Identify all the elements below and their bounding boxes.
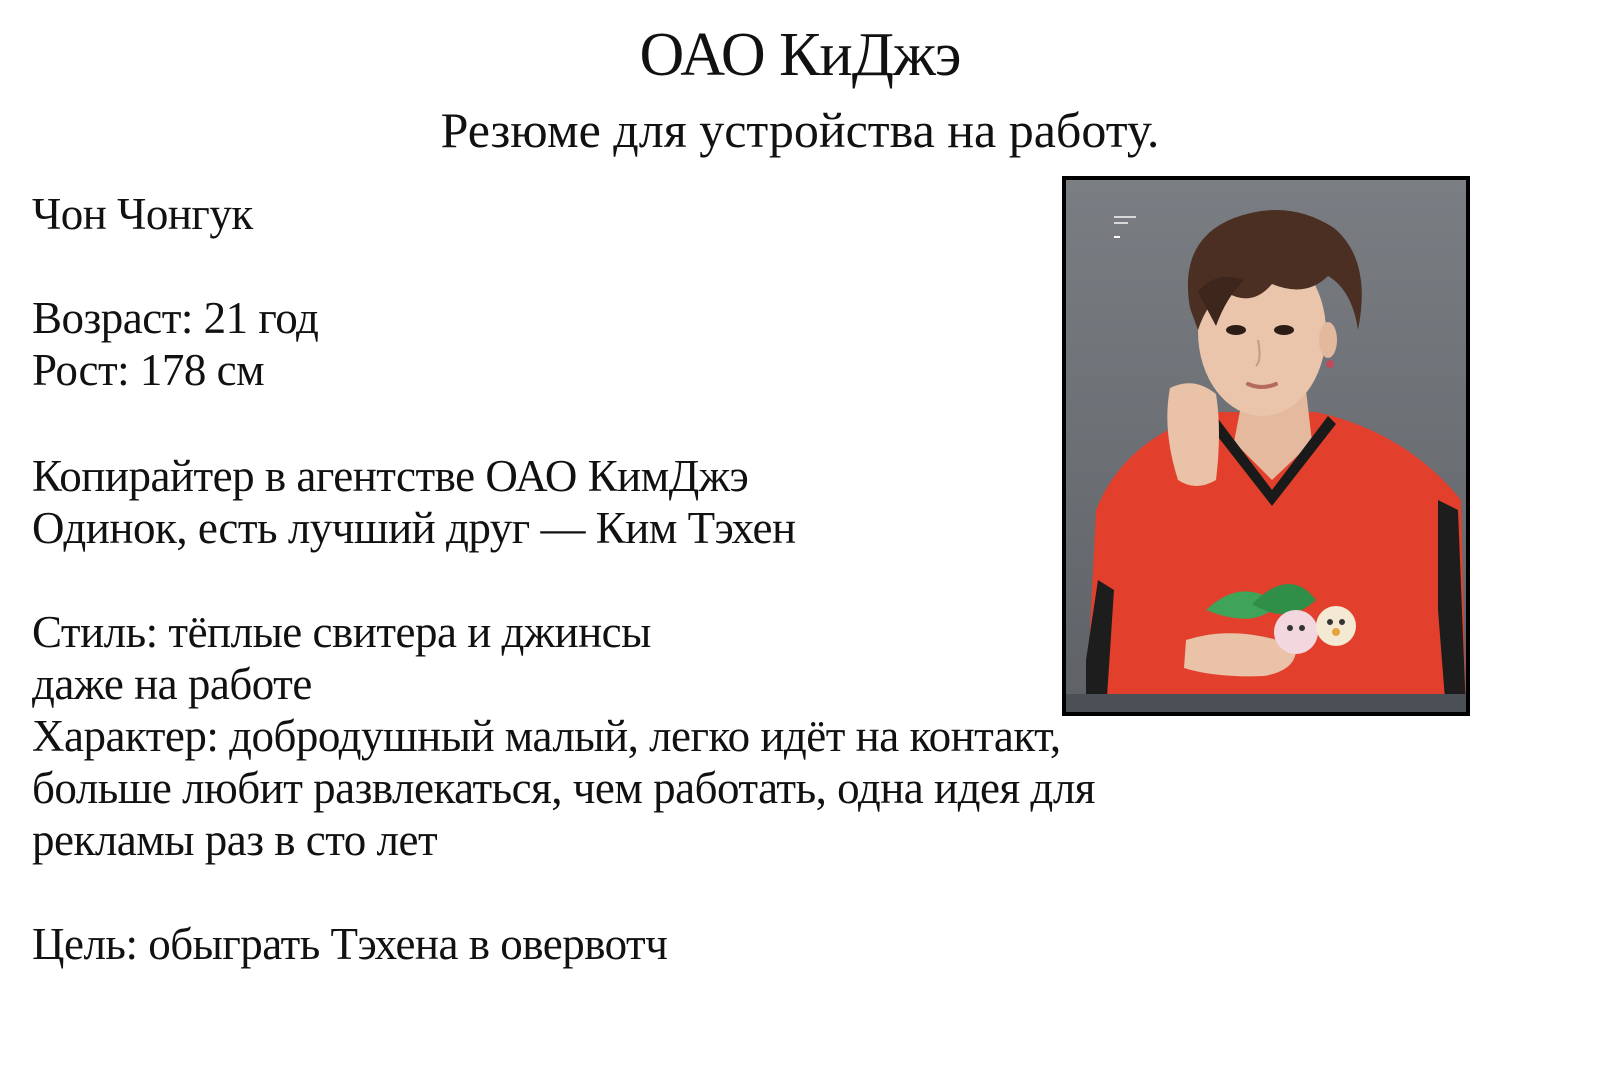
candidate-name: Чон Чонгук: [32, 189, 253, 239]
document-title: Резюме для устройства на работу.: [440, 102, 1160, 158]
job-line: Копирайтер в агентстве ОАО КимДжэ: [32, 451, 749, 501]
company-title: ОАО КиДжэ: [639, 21, 961, 89]
portrait-illustration: [1066, 180, 1466, 712]
age-line: Возраст: 21 год: [32, 293, 319, 343]
character-line-3: рекламы раз в сто лет: [32, 815, 438, 865]
character-line-2: больше любит развлекаться, чем работать, одна идея для: [32, 763, 1095, 813]
status-line: Одинок, есть лучший друг — Ким Тэхен: [32, 503, 796, 553]
style-line-1: Стиль: тёплые свитера и джинсы: [32, 607, 651, 657]
portrait-photo: [1062, 176, 1470, 716]
plush-toy-pink: [1274, 610, 1318, 654]
character-line-1: Характер: добродушный малый, легко идёт на контакт,: [32, 711, 1061, 761]
style-line-2: даже на работе: [32, 659, 312, 709]
goal-line: Цель: обыграть Тэхена в овервотч: [32, 919, 668, 969]
plush-toy-cream: [1316, 606, 1356, 646]
height-line: Рост: 178 см: [32, 345, 265, 395]
